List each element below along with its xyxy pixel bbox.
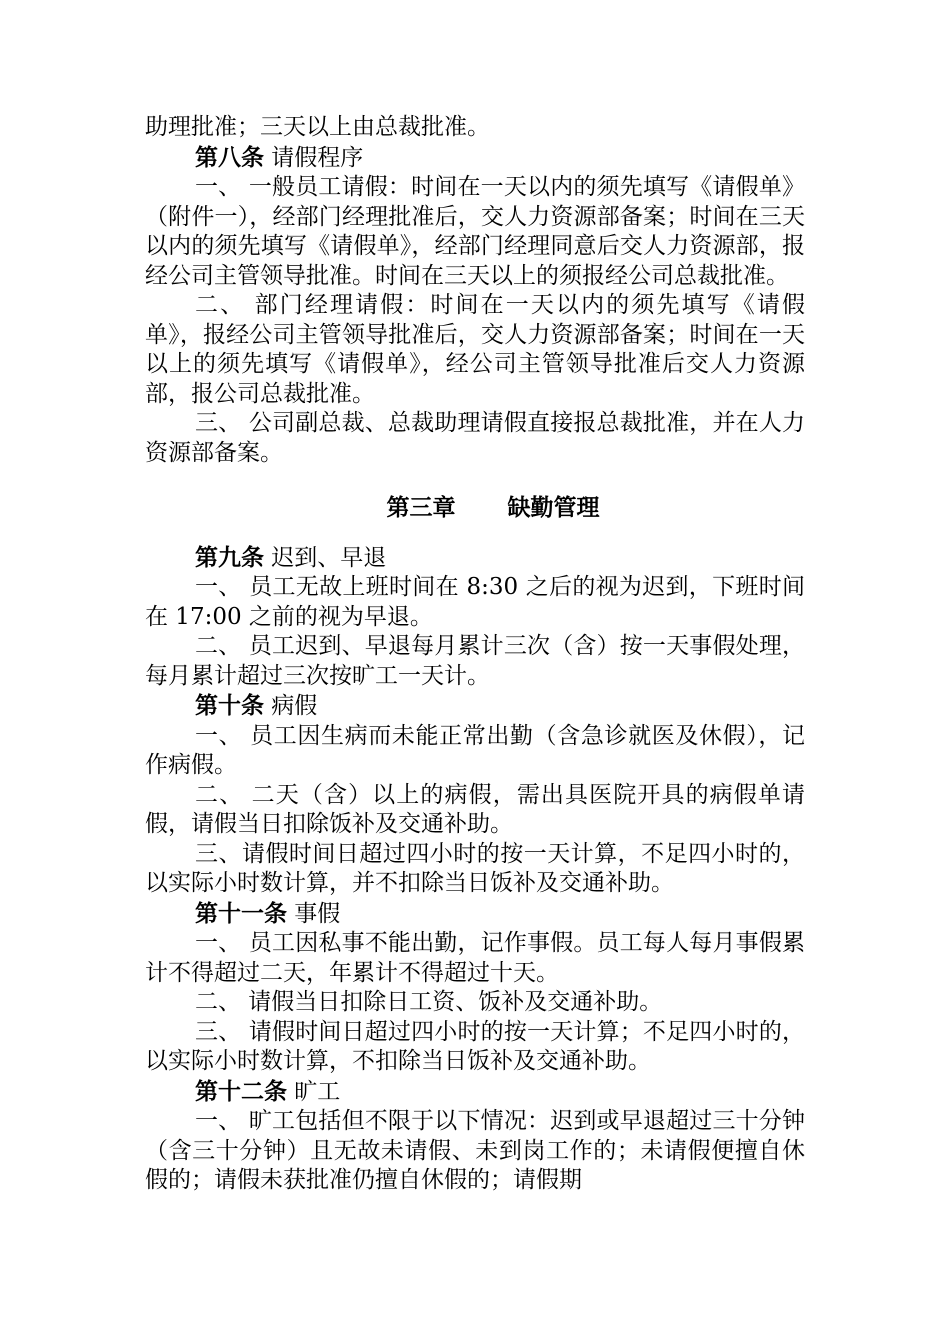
article-number: 第十一条 — [195, 899, 287, 927]
paragraph: 二、 员工迟到、早退每月累计三次（含）按一天事假处理，每月累计超过三次按旷工一天计。 — [145, 633, 805, 689]
paragraph: 一、 旷工包括但不限于以下情况：迟到或早退超过三十分钟（含三十分钟）且无故未请假、未到岗工作的；未请假便擅自休假的；请假未获批准仍擅自休假的；请假期 — [145, 1108, 805, 1193]
paragraph: 助理批准；三天以上由总裁批准。 — [145, 114, 490, 140]
article-number: 第十条 — [195, 692, 264, 719]
article-number: 第八条 — [195, 143, 264, 171]
article-heading — [145, 1077, 805, 1108]
chapter-number: 第三章 — [386, 494, 456, 521]
paragraph: 二、 部门经理请假：时间在一天以内的须先填写《请假单》，报经公司主管领导批准后，交人力资源部备案；时间在一天以上的须先填写《请假单》，经公司主管领导批准后交人力资源部，报公司总裁批准。 — [145, 292, 805, 407]
paragraph: 一、 员工因私事不能出勤，记作事假。员工每人每月事假累计不得超过二天，年累计不得超过十天。 — [145, 930, 805, 986]
chapter-title: 缺勤管理 — [507, 494, 600, 521]
article-heading — [145, 543, 805, 574]
article-subject: 旷工 — [287, 1078, 341, 1105]
article-heading — [145, 899, 805, 930]
article-heading — [145, 691, 805, 722]
article-number: 第十二条 — [195, 1077, 287, 1105]
chapter-heading — [145, 493, 805, 523]
document-page — [145, 113, 805, 1196]
article-number: 第九条 — [195, 543, 264, 571]
article-heading — [145, 143, 805, 174]
article-subject: 迟到、早退 — [264, 544, 387, 571]
paragraph: 一、 一般员工请假：时间在一天以内的须先填写《请假单》（附件一），经部门经理批准后，交人力资源部备案；时间在三天以内的须先填写《请假单》，经部门经理同意后交人力资源部，报经公司主管领导批准。时间在三天以上的须报经公司总裁批准。 — [145, 174, 805, 289]
article-subject: 请假程序 — [264, 144, 364, 171]
paragraph: 三、请假时间日超过四小时的按一天计算，不足四小时的，以实际小时数计算，并不扣除当日饭补及交通补助。 — [145, 840, 805, 896]
paragraph: 三、 请假时间日超过四小时的按一天计算；不足四小时的，以实际小时数计算，不扣除当日饭补及交通补助。 — [145, 1018, 805, 1074]
article-subject: 事假 — [287, 900, 341, 927]
paragraph: 一、 员工因生病而未能正常出勤（含急诊就医及休假），记作病假。 — [145, 722, 805, 778]
paragraph: 二、 请假当日扣除日工资、饭补及交通补助。 — [195, 989, 663, 1015]
paragraph: 一、 员工无故上班时间在 8:30 之后的视为迟到，下班时间在 17:00 之前的视为早退。 — [145, 574, 805, 630]
paragraph: 二、 二天（含）以上的病假，需出具医院开具的病假单请假，请假当日扣除饭补及交通补助。 — [145, 781, 805, 837]
paragraph: 三、 公司副总裁、总裁助理请假直接报总裁批准，并在人力资源部备案。 — [145, 410, 805, 466]
article-subject: 病假 — [264, 693, 318, 719]
